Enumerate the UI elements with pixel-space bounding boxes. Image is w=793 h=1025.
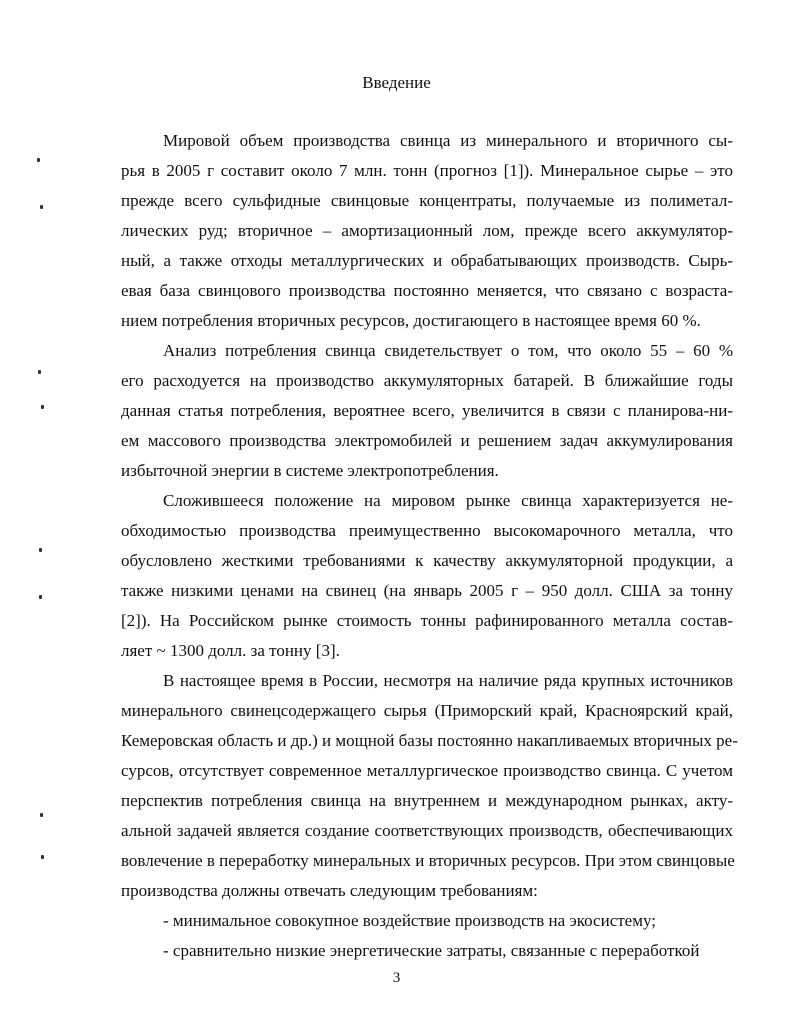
- paragraph-1-line-7: нием потребления вторичных ресурсов, достигающего в настоящее время 60 %.: [121, 311, 701, 330]
- paragraph-1-line-2: рья в 2005 г составит около 7 млн. тонн (прогноз [1]). Минеральное сырье – это: [121, 161, 733, 180]
- paragraph-2-line-5: избыточной энергии в системе электропотребления.: [121, 461, 499, 480]
- paragraph-2-line-2: его расходуется на производство аккумуляторных батарей. В ближайшие годы: [121, 371, 733, 390]
- paragraph-3-line-3: обусловлено жесткими требованиями к качеству аккумуляторной продукции, а: [121, 551, 733, 570]
- paragraph-3-line-6: ляет ~ 1300 долл. за тонну [3].: [121, 641, 340, 660]
- paragraph-3-line-5: [2]). На Российском рынке стоимость тонны рафинированного металла состав-: [121, 611, 733, 630]
- paragraph-3-line-1: Сложившееся положение на мировом рынке свинца характеризуется не-: [163, 491, 733, 510]
- paragraph-2-line-1: Анализ потребления свинца свидетельствует о том, что около 55 – 60 %: [163, 341, 733, 360]
- paragraph-1-line-4: лических руд; вторичное – амортизационный лом, прежде всего аккумулятор-: [121, 221, 733, 240]
- paragraph-3-line-2: обходимостью производства преимущественно высокомарочного металла, что: [121, 521, 733, 540]
- page-title: Введение: [362, 73, 431, 92]
- paragraph-2-line-4: ем массового производства электромобилей и решением задач аккумулирования: [121, 431, 733, 450]
- scan-speck: [41, 405, 44, 409]
- scan-speck: [38, 370, 41, 374]
- scan-speck: [39, 595, 42, 599]
- paragraph-4-line-3: Кемеровская область и др.) и мощной базы постоянно накапливаемых вторичных ре-: [121, 731, 738, 750]
- scan-speck: [37, 158, 40, 162]
- paragraph-4-line-4: сурсов, отсутствует современное металлургическое производство свинца. С учетом: [121, 761, 733, 780]
- paragraph-4-line-7: вовлечение в переработку минеральных и вторичных ресурсов. При этом свинцовые: [121, 851, 735, 870]
- paragraph-3-line-4: также низкими ценами на свинец (на январь 2005 г – 950 долл. США за тонну: [121, 581, 733, 600]
- paragraph-1-line-1: Мировой объем производства свинца из минерального и вторичного сы-: [163, 131, 733, 150]
- paragraph-2-line-3: данная статья потребления, вероятнее всего, увеличится в связи с планирова-ни-: [121, 401, 733, 420]
- paragraph-1-line-5: ный, а также отходы металлургических и обрабатывающих производств. Сырь-: [121, 251, 733, 270]
- paragraph-4-line-5: перспектив потребления свинца на внутреннем и международном рынках, акту-: [121, 791, 733, 810]
- paragraph-1-line-3: прежде всего сульфидные свинцовые концентраты, получаемые из полиметал-: [121, 191, 733, 210]
- scan-speck: [41, 855, 44, 859]
- page-number: 3: [392, 970, 401, 986]
- paragraph-4-line-8: производства должны отвечать следующим требованиям:: [121, 881, 538, 900]
- paragraph-4-line-1: В настоящее время в России, несмотря на наличие ряда крупных источников: [163, 671, 733, 690]
- list-item: - минимальное совокупное воздействие производств на экосистему;: [163, 911, 656, 930]
- paragraph-4-line-2: минерального свинецсодержащего сырья (Приморский край, Красноярский край,: [121, 701, 733, 720]
- list-item: - сравнительно низкие энергетические затраты, связанные с переработкой: [163, 941, 700, 960]
- paragraph-4-line-6: альной задачей является создание соответствующих производств, обеспечивающих: [121, 821, 733, 840]
- scan-speck: [39, 548, 42, 552]
- scan-speck: [40, 813, 43, 817]
- scan-speck: [40, 205, 43, 209]
- paragraph-1-line-6: евая база свинцового производства постоянно меняется, что связано с возраста-: [121, 281, 733, 300]
